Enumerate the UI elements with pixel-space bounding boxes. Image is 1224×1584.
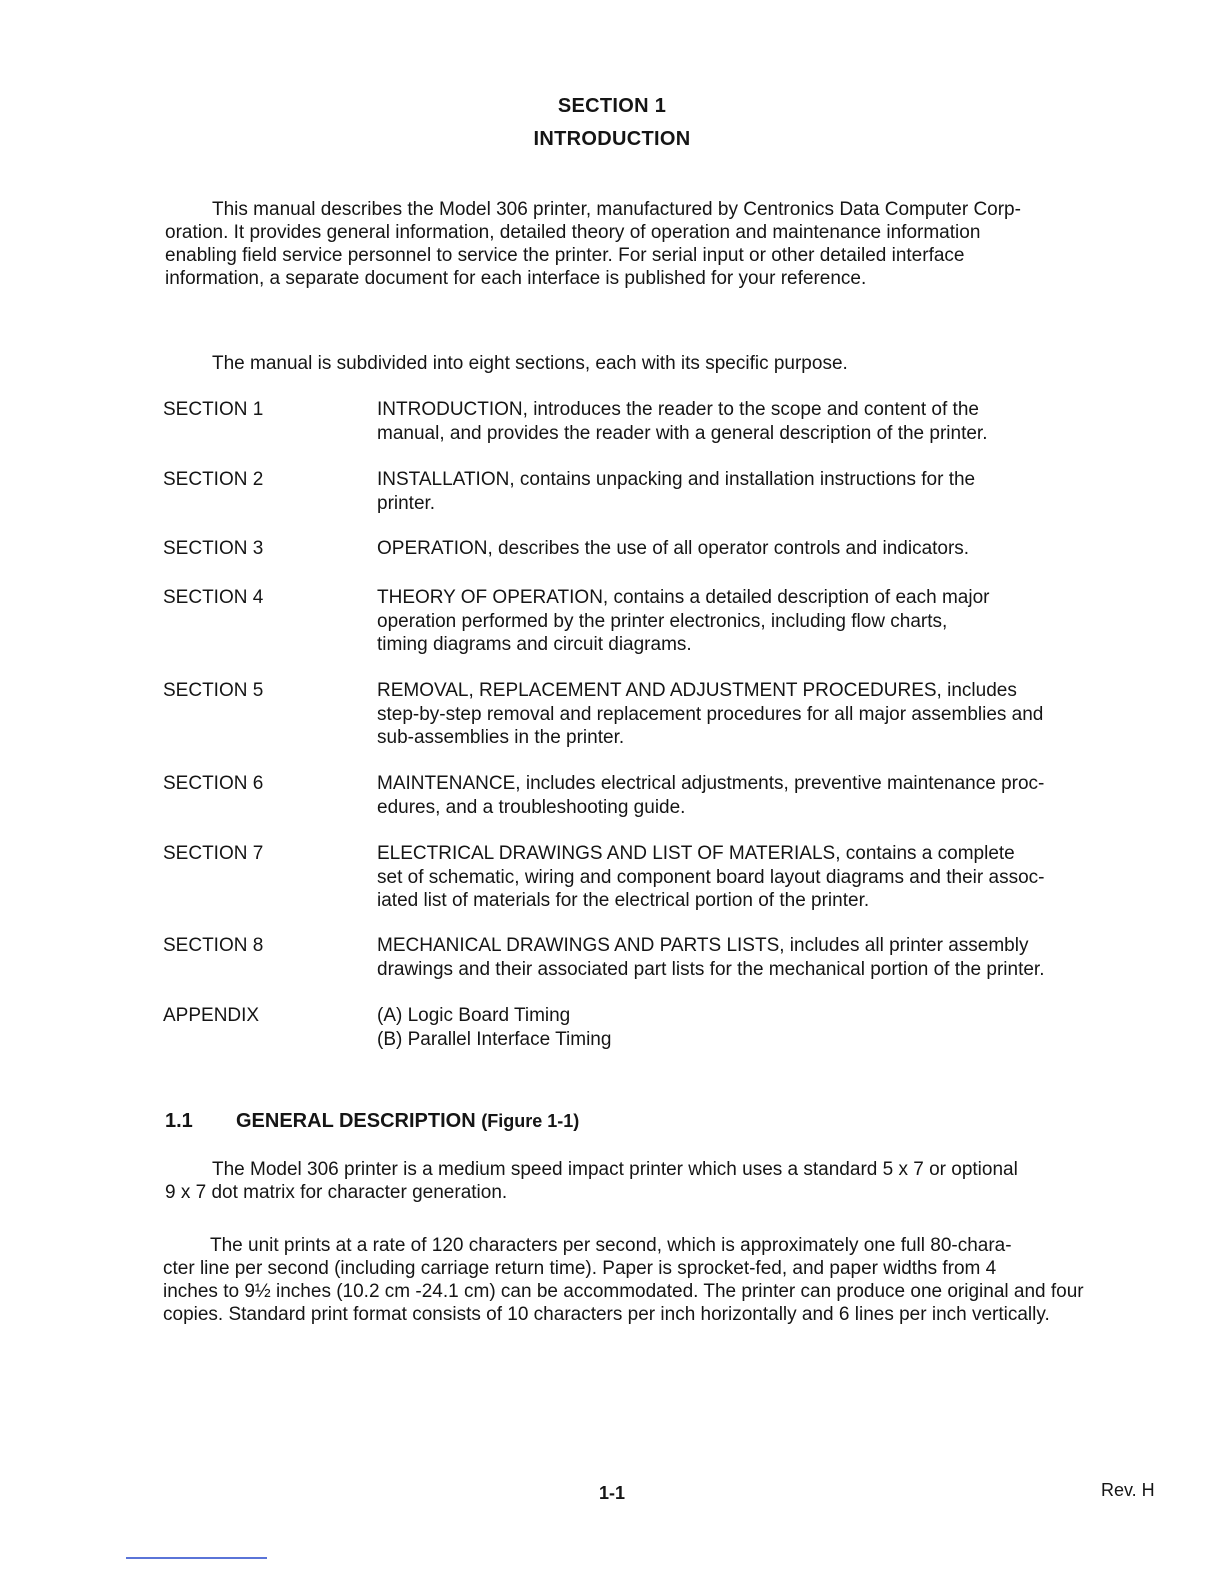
section-description-line: drawings and their associated part lists for the mechanical portion of the printer.: [377, 958, 1045, 980]
intro-line: This manual describes the Model 306 printer, manufactured by Centronics Data Computer Corp-: [212, 199, 1021, 220]
section-description-line: sub-assemblies in the printer.: [377, 727, 625, 748]
section-description: [377, 934, 1137, 981]
section-description-line: REMOVAL, REPLACEMENT AND ADJUSTMENT PROCEDURES, includes: [377, 680, 1017, 701]
figure-reference: (Figure 1-1): [481, 1111, 580, 1131]
subdivision-paragraph: The manual is subdivided into eight sections, each with its specific purpose.: [212, 353, 848, 374]
subsection-number: 1.1: [165, 1110, 193, 1132]
section-description-line: INTRODUCTION, introduces the reader to the scope and content of the: [377, 399, 979, 420]
section-label: SECTION 1: [163, 399, 264, 420]
paragraph-line: 9 x 7 dot matrix for character generation.: [165, 1182, 508, 1203]
section-label: SECTION 8: [163, 935, 264, 956]
general-description-paragraph-2: [163, 1234, 1193, 1326]
section-label: SECTION 2: [163, 469, 264, 490]
section-description-line: printer.: [377, 492, 436, 514]
page-title: INTRODUCTION: [533, 128, 691, 150]
paragraph-line: cter line per second (including carriage return time). Paper is sprocket-fed, and paper widths from 4: [163, 1258, 997, 1279]
section-description-line: operation performed by the printer electronics, including flow charts,: [377, 610, 948, 632]
section-description-line: MAINTENANCE, includes electrical adjustments, preventive maintenance proc-: [377, 773, 1045, 794]
paragraph-line: inches to 9½ inches (10.2 cm -24.1 cm) can be accommodated. The printer can produce one original and four: [163, 1281, 1084, 1302]
section-description-line: manual, and provides the reader with a general description of the printer.: [377, 422, 988, 444]
section-description: [377, 772, 1137, 819]
section-description-line: iated list of materials for the electrical portion of the printer.: [377, 890, 870, 911]
section-description-line: THEORY OF OPERATION, contains a detailed description of each major: [377, 587, 990, 608]
section-description-line: set of schematic, wiring and component board layout diagrams and their assoc-: [377, 866, 1045, 888]
section-description: [377, 1004, 1137, 1051]
section-label: SECTION 5: [163, 680, 264, 701]
intro-line: oration. It provides general information, detailed theory of operation and maintenance information: [165, 222, 981, 243]
section-description: [377, 586, 1137, 657]
section-label: SECTION 7: [163, 843, 264, 864]
section-description-line: edures, and a troubleshooting guide.: [377, 796, 686, 818]
scan-edge-line: [126, 1557, 267, 1559]
intro-line: information, a separate document for each interface is published for your reference.: [165, 268, 867, 289]
revision-label: Rev. H: [1101, 1480, 1155, 1500]
intro-line: enabling field service personnel to service the printer. For serial input or other detailed interface: [165, 245, 965, 266]
section-description-line: step-by-step removal and replacement procedures for all major assemblies and: [377, 703, 1044, 725]
section-label: APPENDIX: [163, 1005, 260, 1026]
section-label: SECTION 4: [163, 587, 264, 608]
section-label: SECTION 3: [163, 538, 264, 559]
subsection-title: GENERAL DESCRIPTION: [236, 1110, 476, 1132]
section-description: [377, 398, 1137, 445]
section-description-line: INSTALLATION, contains unpacking and installation instructions for the: [377, 469, 976, 490]
section-description-line: (B) Parallel Interface Timing: [377, 1028, 612, 1050]
paragraph-line: The unit prints at a rate of 120 characters per second, which is approximately one full 80-chara-: [210, 1235, 1012, 1256]
section-description: [377, 842, 1137, 913]
section-description-line: ELECTRICAL DRAWINGS AND LIST OF MATERIALS, contains a complete: [377, 843, 1015, 864]
section-description: [377, 679, 1137, 750]
section-label: SECTION 6: [163, 773, 264, 794]
section-description-line: OPERATION, describes the use of all operator controls and indicators.: [377, 538, 970, 559]
section-description-line: MECHANICAL DRAWINGS AND PARTS LISTS, includes all printer assembly: [377, 935, 1029, 956]
section-description-line: timing diagrams and circuit diagrams.: [377, 634, 692, 655]
intro-paragraph: [165, 198, 1125, 290]
paragraph-line: The Model 306 printer is a medium speed impact printer which uses a standard 5 x 7 or optional: [212, 1159, 1018, 1180]
page-number: 1-1: [598, 1483, 625, 1503]
section-number-heading: SECTION 1: [557, 95, 667, 117]
section-description: [377, 537, 1137, 561]
paragraph-line: copies. Standard print format consists of 10 characters per inch horizontally and 6 lines per inch vertically.: [163, 1304, 1050, 1325]
section-description-line: (A) Logic Board Timing: [377, 1005, 571, 1026]
general-description-paragraph-1: [165, 1158, 1125, 1204]
section-description: [377, 468, 1137, 515]
subsection-title-wrap: [236, 1110, 579, 1133]
